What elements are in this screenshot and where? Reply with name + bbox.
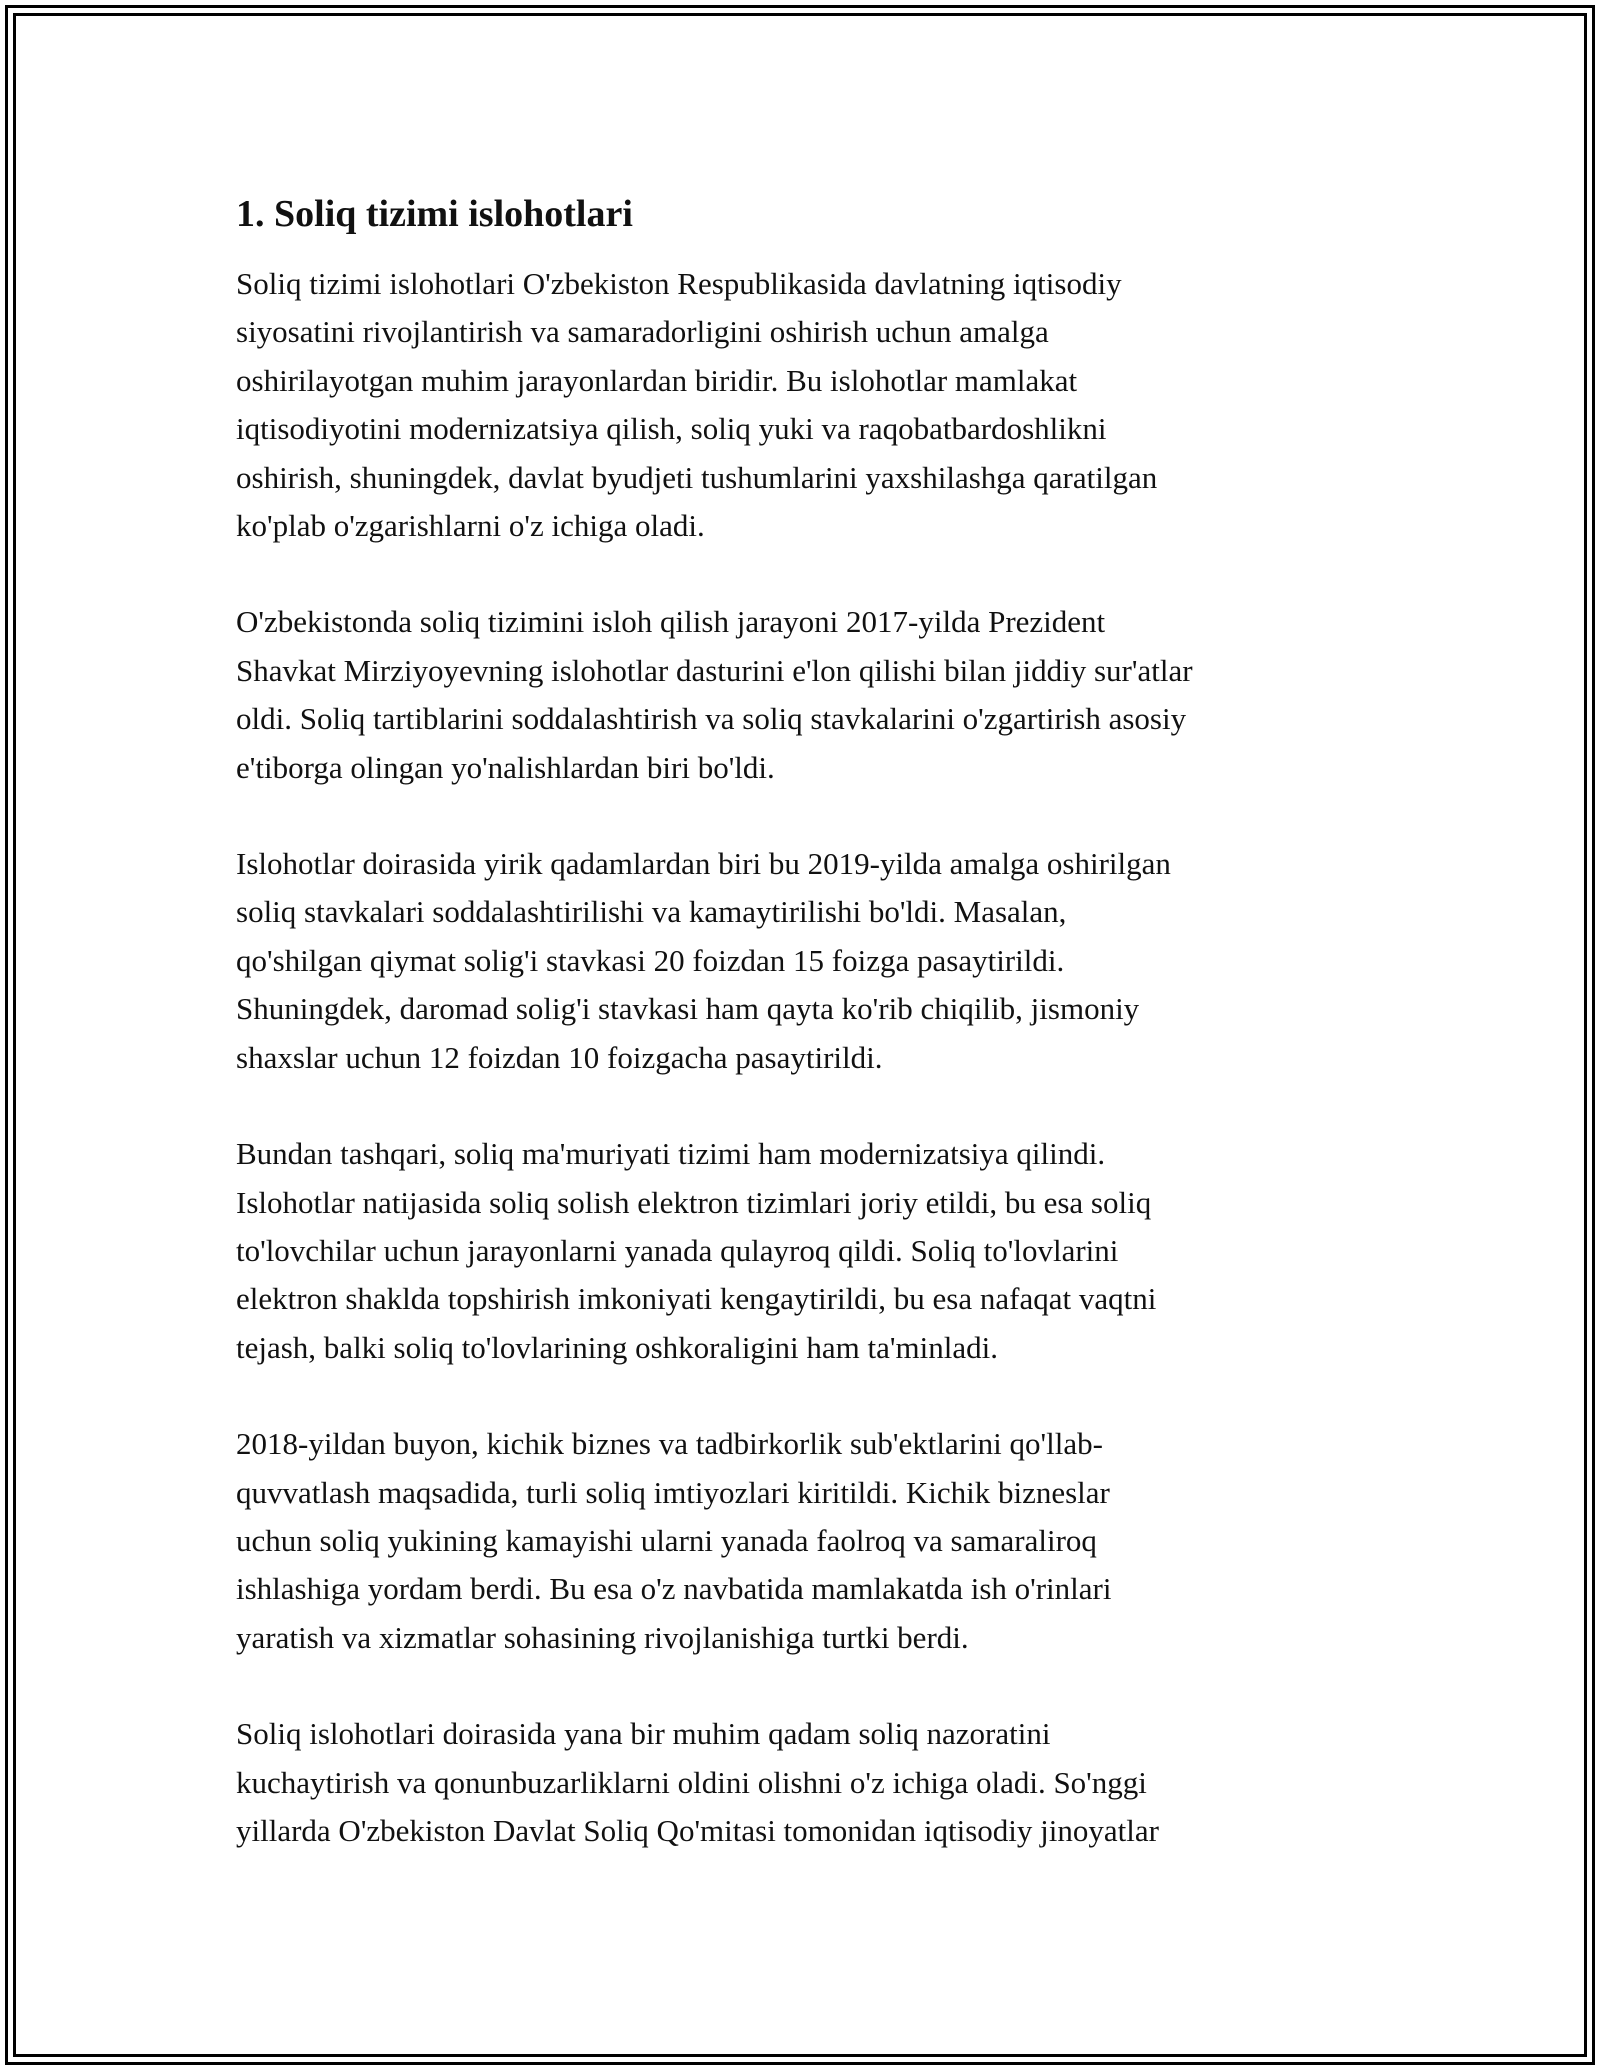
text-line: Islohotlar doirasida yirik qadamlardan biri bu 2019-yilda amalga oshirilgan xyxy=(236,846,1171,882)
text-line: Bundan tashqari, soliq ma'muriyati tizimi ham modernizatsiya qilindi. xyxy=(236,1136,1106,1172)
text-line: uchun soliq yukining kamayishi ularni yanada faolroq va samaraliroq xyxy=(236,1522,1097,1558)
text-line: e'tiborga olingan yo'nalishlardan biri bo'ldi. xyxy=(236,749,775,785)
text-line: soliq stavkalari soddalashtirilishi va kamaytirilishi bo'ldi. Masalan, xyxy=(236,894,1067,930)
text-line: 2018-yildan buyon, kichik biznes va tadbirkorlik sub'ektlarini qo'llab- xyxy=(236,1426,1103,1462)
text-line: yaratish va xizmatlar sohasining rivojlanishiga turtki berdi. xyxy=(236,1619,969,1655)
text-line: siyosatini rivojlantirish va samaradorligini oshirish uchun amalga xyxy=(236,314,1049,350)
text-line: to'lovchilar uchun jarayonlarni yanada qulayroq qildi. Soliq to'lovlarini xyxy=(236,1232,1119,1268)
text-line: Shuningdek, daromad solig'i stavkasi ham qayta ko'rib chiqilib, jismoniy xyxy=(236,991,1140,1027)
text-line: oshirilayotgan muhim jarayonlardan biridir. Bu islohotlar mamlakat xyxy=(236,362,1078,398)
text-line: quvvatlash maqsadida, turli soliq imtiyozlari kiritildi. Kichik bizneslar xyxy=(236,1474,1110,1510)
paragraph-1 xyxy=(236,260,1396,550)
paragraph-4 xyxy=(236,1130,1396,1372)
text-line: ishlashiga yordam berdi. Bu esa o'z navbatida mamlakatda ish o'rinlari xyxy=(236,1571,1112,1607)
text-line: Soliq tizimi islohotlari O'zbekiston Respublikasida davlatning iqtisodiy xyxy=(236,266,1122,301)
section-heading: 1. Soliq tizimi islohotlari xyxy=(236,193,633,235)
text-line: yillarda O'zbekiston Davlat Soliq Qo'mitasi tomonidan iqtisodiy jinoyatlar xyxy=(236,1812,1159,1848)
paragraph-3 xyxy=(236,840,1396,1082)
text-line: shaxslar uchun 12 foizdan 10 foizgacha pasaytirildi. xyxy=(236,1039,883,1075)
text-line: oldi. Soliq tartiblarini soddalashtirish va soliq stavkalarini o'zgartirish asosiy xyxy=(236,701,1187,737)
paragraph-2 xyxy=(236,598,1396,792)
text-line: elektron shaklda topshirish imkoniyati kengaytirildi, bu esa nafaqat vaqtni xyxy=(236,1281,1157,1317)
text-line: kuchaytirish va qonunbuzarliklarni oldini olishni o'z ichiga oladi. So'nggi xyxy=(236,1764,1147,1800)
text-line: Shavkat Mirziyoyevning islohotlar dasturini e'lon qilishi bilan jiddiy sur'atlar xyxy=(236,652,1193,688)
paragraph-5 xyxy=(236,1420,1396,1662)
text-line: qo'shilgan qiymat solig'i stavkasi 20 foizdan 15 foizga pasaytirildi. xyxy=(236,942,1065,978)
text-line: ko'plab o'zgarishlarni o'z ichiga oladi. xyxy=(236,508,705,544)
text-line: Islohotlar natijasida soliq solish elektron tizimlari joriy etildi, bu esa soliq xyxy=(236,1184,1152,1220)
text-line: iqtisodiyotini modernizatsiya qilish, soliq yuki va raqobatbardoshlikni xyxy=(236,411,1107,447)
document-body xyxy=(236,188,1396,1903)
text-line: oshirish, shuningdek, davlat byudjeti tushumlarini yaxshilashga qaratilgan xyxy=(236,459,1158,495)
paragraph-6 xyxy=(236,1710,1396,1855)
text-line: tejash, balki soliq to'lovlarining oshkoraligini ham ta'minladi. xyxy=(236,1329,998,1365)
text-line: Soliq islohotlari doirasida yana bir muhim qadam soliq nazoratini xyxy=(236,1716,1051,1752)
text-line: O'zbekistonda soliq tizimini isloh qilish jarayoni 2017-yilda Prezident xyxy=(236,604,1106,640)
